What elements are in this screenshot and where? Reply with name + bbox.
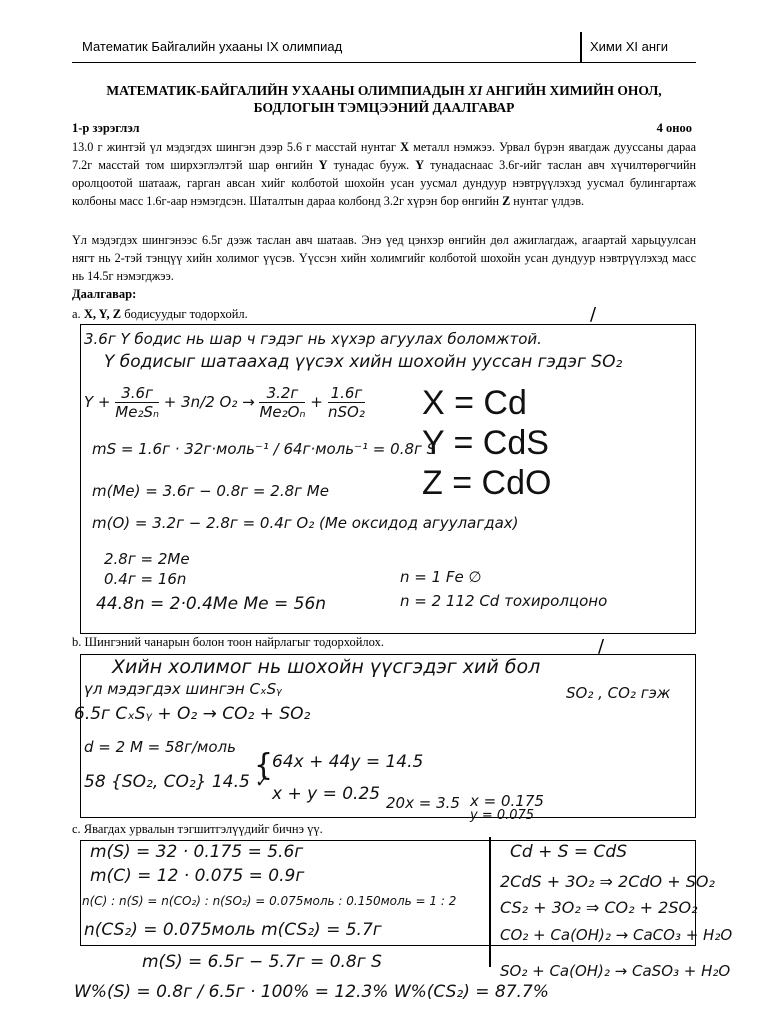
answer-a-oxygen-mass: m(O) = 3.2г − 2.8г = 0.4г O₂ (Me оксидод агуулагдах) xyxy=(92,514,519,532)
answer-x: X = Cd xyxy=(422,384,527,422)
answer-a-line-8: 0.4г = 16n xyxy=(104,570,187,588)
answer-a-sulfur-mass: mS = 1.6г · 32г·моль⁻¹ / 64г·моль⁻¹ = 0.8г S xyxy=(92,440,437,458)
title-line-1: МАТЕМАТИК-БАЙГАЛИЙН УХААНЫ ОЛИМПИАДЫН XI АНГИЙН ХИМИЙН ОНОЛ, xyxy=(106,83,662,98)
answer-b-eq-2: x + y = 0.25 xyxy=(272,784,381,804)
problem-paragraph-1: 13.0 г жинтэй үл мэдэгдэх шингэн дээр 5.6 г масстай нунтаг X металл нэмжээ. Урвал бүрэн явагдаж дуусcаны дараа 7.2г масстай том ширхэглэлтэй шар өнгийн Y тунадас бууж. Y тунадаснаас 3.6г-ийг таслан авч хүчилтөрөгчийн орoлцоотой шатааж, гарган авсан хийг колботой шохойн усан уусмал дундуур нэвтрүүлэхэд уусмал булингартаж колбоны масс 1.6г-аар нэмэгдсэн. Шаталтын дараа колбонд 3.2г хүрэн бор өнгийн Z нунтаг үлдэв. xyxy=(72,140,696,208)
answer-b-x: x = 0.175 xyxy=(470,792,544,810)
answer-a-line-2: Y бодисыг шатаахад үүсэх хийн шохойн ууссан гэдэг SO₂ xyxy=(104,352,623,372)
reaction-1: Cd + S = CdS xyxy=(510,842,628,862)
answer-b-eq-1: 64x + 44y = 14.5 xyxy=(272,752,424,772)
reaction-5: SO₂ + Ca(OH)₂ → CaSO₃ + H₂O xyxy=(500,962,731,980)
header-divider xyxy=(580,32,582,62)
task-header xyxy=(72,121,692,136)
answer-b-line-2: үл мэдэгдэх шингэн CₓSᵧ xyxy=(84,680,282,698)
reaction-3: CS₂ + 3O₂ ⇒ CO₂ + 2SO₂ xyxy=(500,898,698,917)
answer-b-line-6: 20x = 3.5 xyxy=(386,794,460,812)
answer-a-metal-mass: m(Me) = 3.6г − 0.8г = 2.8г Me xyxy=(92,482,329,500)
answer-b-density: d = 2 M = 58г/моль xyxy=(84,738,236,756)
problem-paragraph-2: Үл мэдэгдэх шингэнээс 6.5г дээж таслан авч шатаав. Энэ үед цэнхэр өнгийн дөл ажиглагдаж, агаартай харьцуулсан нягт нь 2-тэй тэнцүү хийн холимог үүсэв. Үүссэн хийн холимгийг колботой шохойн усан дундуур нэвтрүүлэхэд масс нь 14.5г нэмэгджээ. xyxy=(72,233,696,283)
answer-b-y: y = 0.075 xyxy=(470,808,535,823)
header-grade: Хими XI анги xyxy=(590,39,669,54)
answer-c-line-1: m(S) = 32 · 0.175 = 5.6г xyxy=(90,842,304,862)
question-a: a. X, Y, Z бодисуудыг тодорхойл. xyxy=(72,307,248,321)
question-b: b. Шингэний чанарын болон тоон найрлагыг тодорхойлох. xyxy=(72,635,384,649)
answer-b-reaction: 6.5г CₓSᵧ + O₂ → CO₂ + SO₂ xyxy=(74,704,311,724)
column-divider xyxy=(489,837,491,967)
answer-a-n1: n = 1 Fe ∅ xyxy=(400,568,482,586)
answer-b-line-1: Хийн холимог нь шохойн үүсгэдэг хий бол xyxy=(112,656,541,678)
reaction-4: CO₂ + Ca(OH)₂ → CaCO₃ + H₂O xyxy=(500,926,733,944)
answer-c-line-4: n(CS₂) = 0.075моль m(CS₂) = 5.7г xyxy=(84,920,382,940)
answer-a-n2: n = 2 112 Cd тохиролцоно xyxy=(400,592,608,610)
answer-b-gases: SO₂ , CO₂ гэж xyxy=(566,684,671,702)
task-points: 4 оноо xyxy=(656,121,692,135)
answer-z: Z = CdO xyxy=(422,464,552,502)
answer-c-line-3: n(C) : n(S) = n(CO₂) : n(SO₂) = 0.075моль : 0.150моль = 1 : 2 xyxy=(82,894,457,908)
answer-c-line-2: m(C) = 12 · 0.075 = 0.9г xyxy=(90,866,305,886)
answer-a-line-9: 44.8n = 2·0.4Me Me = 56n xyxy=(96,594,327,614)
answer-y: Y = CdS xyxy=(422,424,549,462)
answer-c-line-6: W%(S) = 0.8г / 6.5г · 100% = 12.3% W%(CS₂) = 87.7% xyxy=(74,982,549,1002)
page-header xyxy=(72,30,696,63)
question-c: c. Явагдах урвалын тэгшитгэлүүдийг бичнэ үү. xyxy=(72,822,323,836)
check-mark: / xyxy=(590,304,597,325)
reaction-2: 2CdS + 3O₂ ⇒ 2CdO + SO₂ xyxy=(500,872,715,891)
answer-a-line-1: 3.6г Y бодис нь шар ч гэдэг нь хүхэр агуулах боломжтой. xyxy=(84,330,542,348)
answer-a-equation: Y + $\frac{3.6г}{\text{Me₂Sₙ}}$ + 3n/2 O₂ → $\frac{3.2г}{\text{Me₂Oₙ}}$ + $\frac{1.6г}{\text{nSO₂}}$ xyxy=(84,384,365,421)
brace-icon: { xyxy=(254,748,274,783)
document-title xyxy=(72,82,696,116)
answer-a-line-7: 2.8г = 2Me xyxy=(104,550,190,568)
task-level: 1-р зэрэглэл xyxy=(72,121,140,135)
tasks-heading: Даалгавар: xyxy=(72,287,137,301)
check-mark: / xyxy=(598,636,605,657)
title-line-2: БОДЛОГЫН ТЭМЦЭЭНИЙ ДААЛГАВАР xyxy=(253,100,515,115)
header-olympiad-name: Математик Байгалийн ухааны IX олимпиад xyxy=(82,39,343,54)
answer-c-line-5: m(S) = 6.5г − 5.7г = 0.8г S xyxy=(142,952,382,972)
answer-b-mixture: 58 {SO₂, CO₂} 14.5 ✓ xyxy=(84,772,270,792)
